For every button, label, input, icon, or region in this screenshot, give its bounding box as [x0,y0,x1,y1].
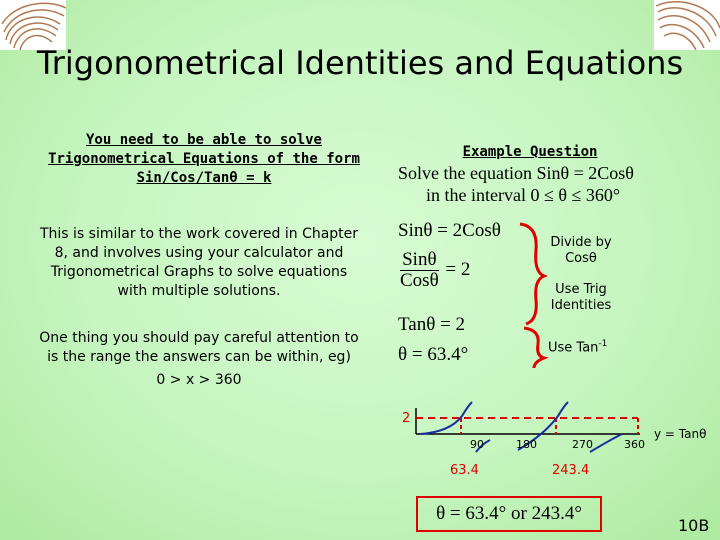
instruction-line: You need to be able to solve [85,132,322,148]
example-heading: Example Question [462,144,598,160]
fraction-denominator: Cosθ [400,270,439,291]
final-answer: θ = 63.4° or 243.4° [436,503,582,524]
paragraph-line: is the range the answers can be within, eg) [47,349,351,365]
note-line: Cosθ [565,251,597,266]
fingerprint-image-right [654,0,720,50]
x-tick-label: 90 [470,438,484,451]
fraction-rhs: = 2 [445,258,471,280]
fraction-numerator: Sinθ [402,249,437,270]
solution-label-2: 243.4 [552,463,590,478]
instruction-line: Trigonometrical Equations of the form [48,151,360,167]
slide-number: 10B [678,516,710,535]
example-question-line: in the interval 0 ≤ θ ≤ 360° [426,185,621,205]
example-question [398,162,698,206]
final-answer-box [416,496,602,532]
note-divide [536,235,626,267]
x-tick-label: 180 [516,438,537,451]
instruction-heading [24,131,384,188]
note-line: Divide by [550,235,612,250]
paragraph-line: This is similar to the work covered in Chapter [39,226,359,242]
curve-label: y = Tanθ [654,427,707,441]
note-line: Use Trig [555,282,607,297]
example-question-line: Solve the equation Sinθ = 2Cosθ [398,163,634,183]
y-value-label: 2 [402,411,411,426]
step-equation-4: θ = 63.4° [398,344,469,365]
fingerprint-image-left [0,0,66,50]
paragraph-line: with multiple solutions. [117,283,281,299]
range-paragraph [14,329,384,390]
x-tick-label: 270 [572,438,593,451]
range-example: 0 > x > 360 [156,372,242,388]
step-equation-2 [398,250,470,291]
instruction-line: Sin/Cos/Tanθ = k [136,170,272,186]
step-equation-1: Sinθ = 2Cosθ [398,220,501,241]
x-tick-label: 360 [624,438,645,451]
fraction [398,250,441,291]
solution-label-1: 63.4 [450,463,479,478]
paragraph-line: One thing you should pay careful attention to [39,330,359,346]
step-equation-3: Tanθ = 2 [398,314,466,335]
intro-paragraph [14,225,384,301]
paragraph-line: Trigonometrical Graphs to solve equations [50,264,348,280]
note-tan: Use Tan$^{-1}$ [548,339,608,356]
paragraph-line: 8, and involves using your calculator and [54,245,344,261]
page-title: Trigonometrical Identities and Equations [36,44,684,82]
tan-graph [390,400,720,490]
note-identities [536,282,626,314]
note-line: Identities [550,298,612,313]
